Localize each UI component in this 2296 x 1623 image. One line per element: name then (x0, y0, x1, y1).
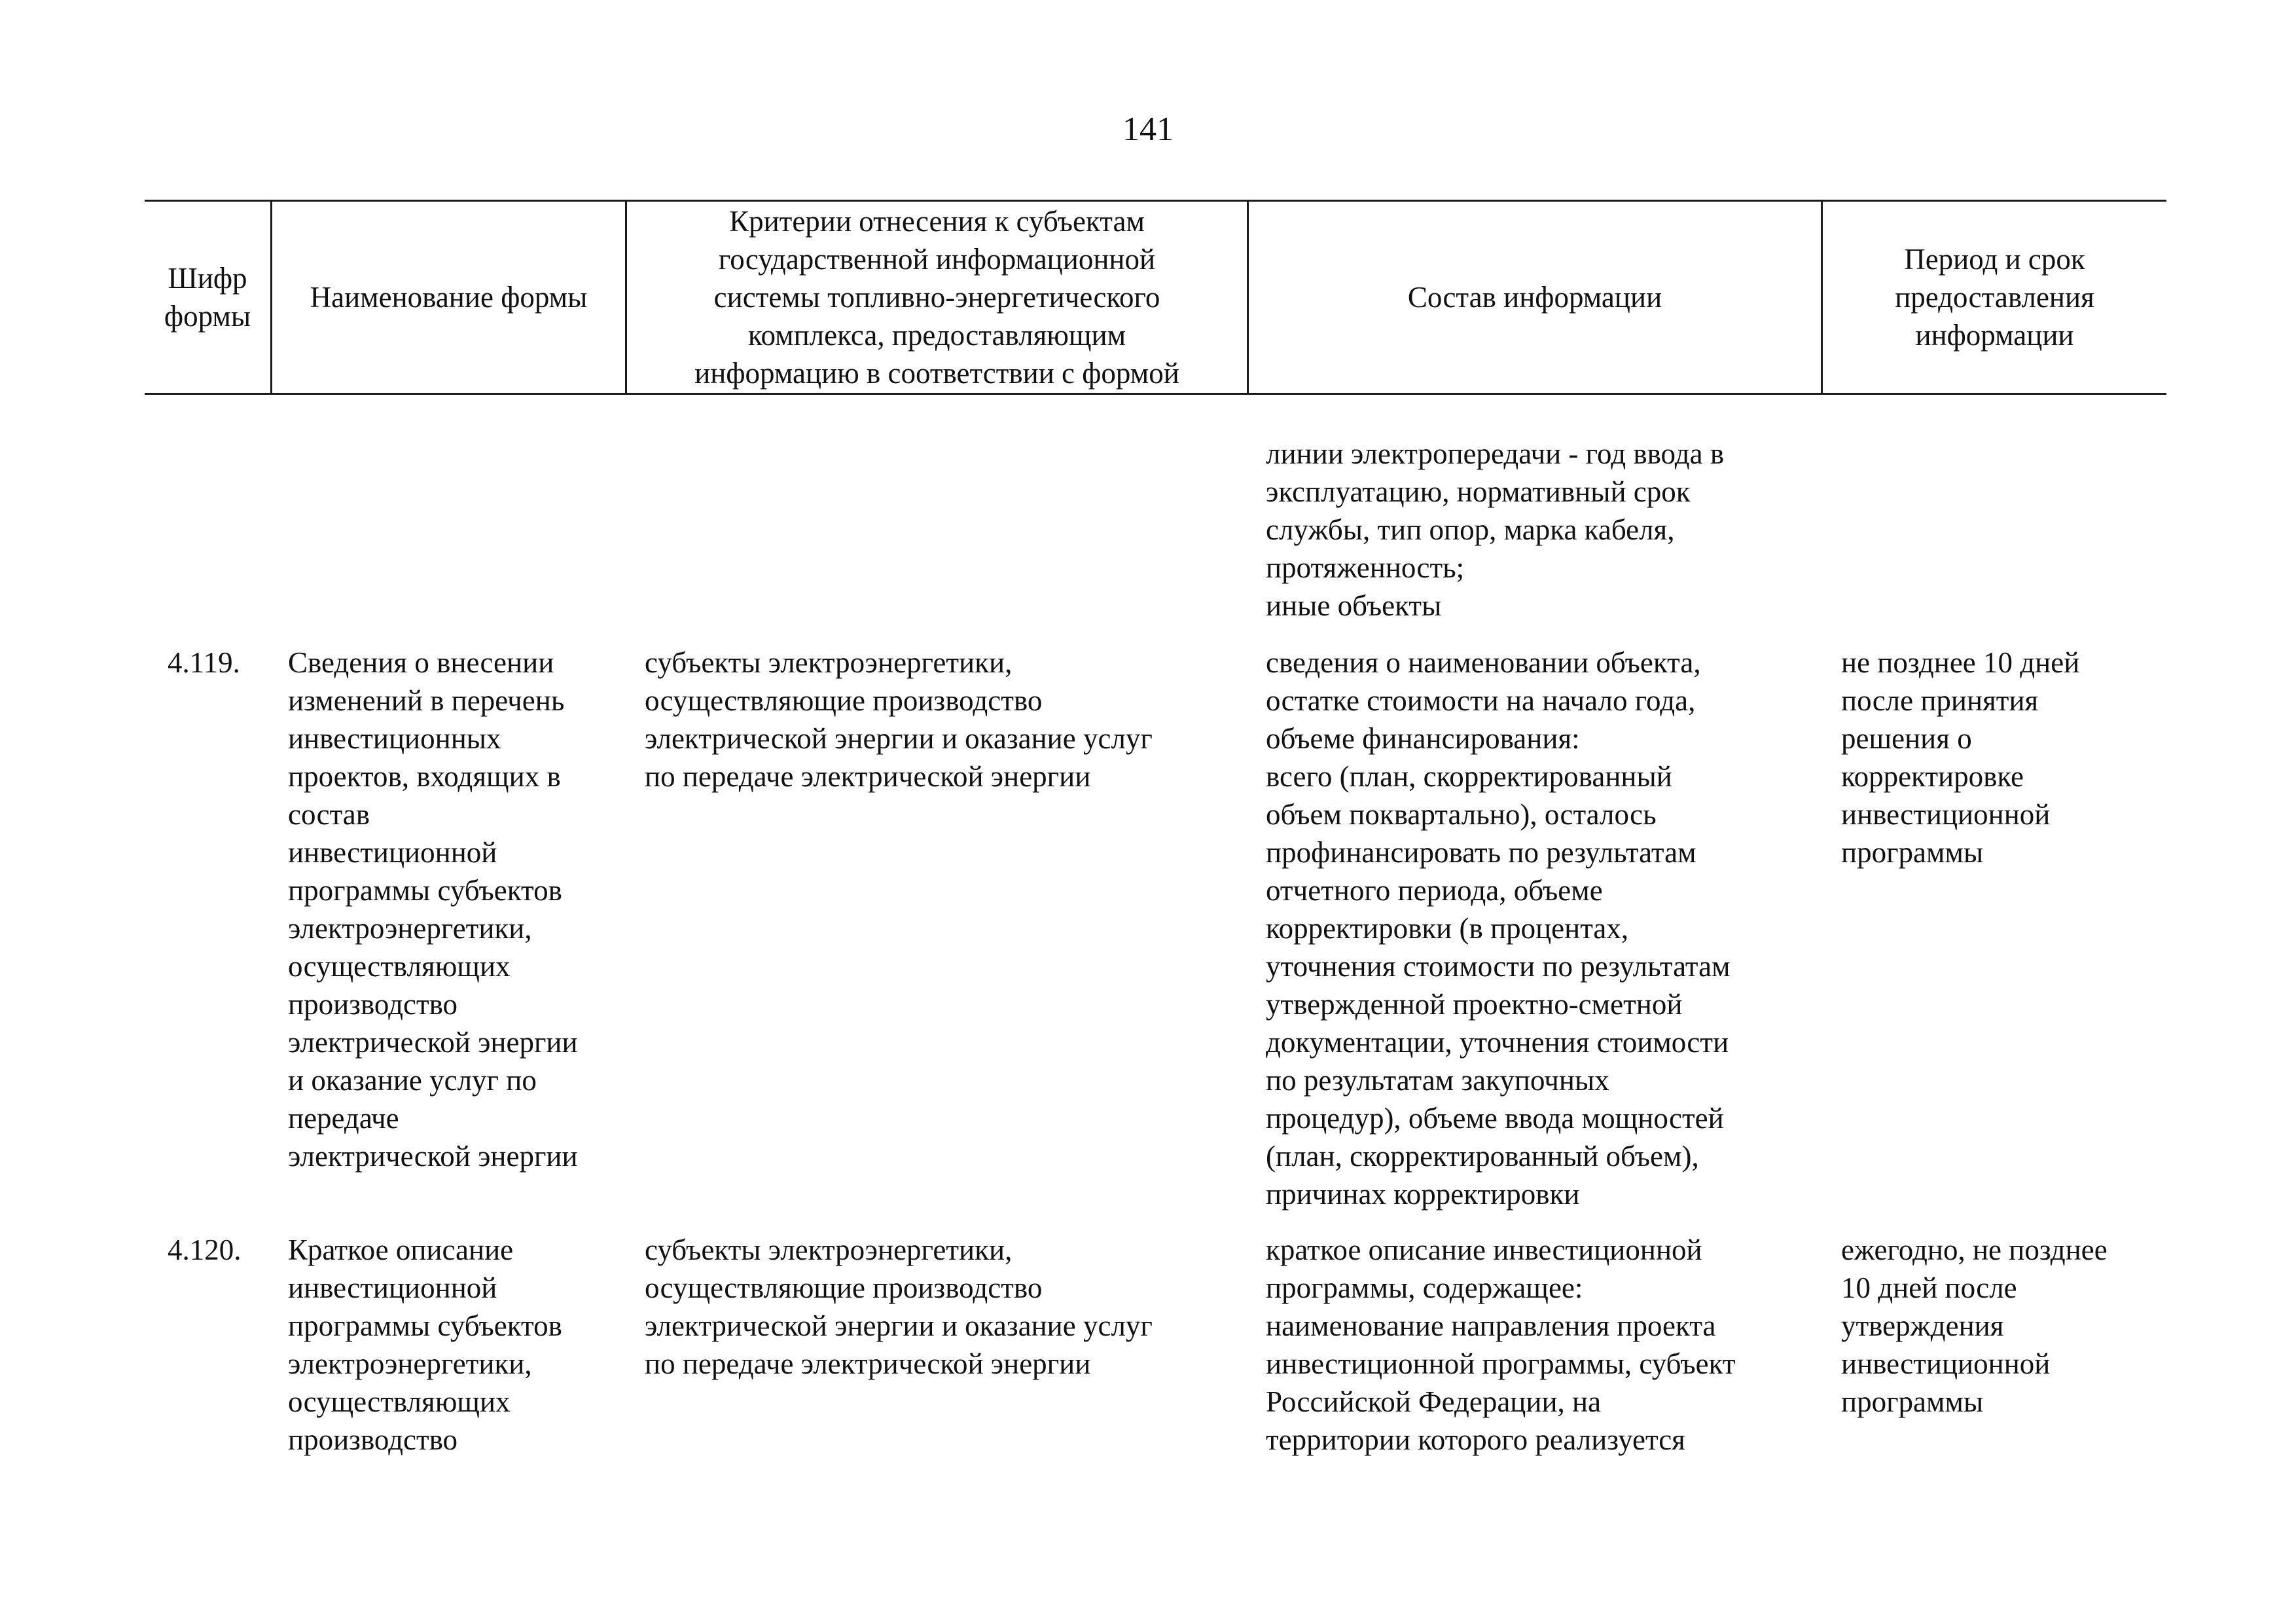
row-code: 4.120. (168, 1233, 242, 1266)
header-content (1249, 202, 1821, 393)
header-code-text: Шифр формы (164, 262, 251, 333)
header-content-text: Состав информации (1407, 281, 1662, 314)
header-code (145, 202, 270, 393)
header-name (272, 202, 625, 393)
header-criteria-text: Критерии отнесения к субъектам государственной информационной системы топливно-энергетического комплекса, предоставляющим информацию в соответствии с формой (694, 205, 1179, 390)
header-period-text: Период и срок предоставления информации (1895, 243, 2094, 352)
page-number: 141 (1122, 111, 1174, 148)
row-period: ежегодно, не позднее 10 дней после утверждения инвестиционной программы (1841, 1233, 2108, 1418)
row-criteria: субъекты электроэнергетики, осуществляющие производство электрической энергии и оказание услуг по передаче электрической энергии (645, 646, 1153, 793)
row-content: краткое описание инвестиционной программы, содержащее: наименование направления проекта инвестиционной программы, субъект Российской Федерации, на территории которого реализуется (1266, 1233, 1736, 1456)
row-criteria: субъекты электроэнергетики, осуществляющие производство электрической энергии и оказание услуг по передаче электрической энергии (645, 1233, 1153, 1380)
row-period: не позднее 10 дней после принятия решения о корректировке инвестиционной программы (1841, 646, 2080, 869)
continuation-content: линии электропередачи - год ввода в эксплуатацию, нормативный срок службы, тип опор, марка кабеля, протяженность; иные объекты (1266, 437, 1725, 622)
table-header-bottom-rule (145, 393, 2166, 395)
row-content: сведения о наименовании объекта, остатке стоимости на начало года, объеме финансирования: всего (план, скорректированный объем поквартально), осталось профинансировать по результатам отчетного периода, объеме корректировки (в процентах, уточнения стоимости по результатам утвержденной проектно-сметной документации, уточнения стоимости по результатам закупочных процедур), объеме ввода мощностей (план, скорректированный объем), причинах корректировки (1266, 646, 1731, 1211)
header-name-text: Наименование формы (310, 281, 588, 314)
header-period (1823, 202, 2166, 393)
row-name: Сведения о внесении изменений в перечень инвестиционных проектов, входящих в состав инвестиционной программы субъектов электроэнергетики, осуществляющих производство электрической энергии и оказание услуг по передаче электрической энергии (288, 646, 578, 1173)
row-code: 4.119. (168, 646, 240, 679)
header-criteria (627, 202, 1247, 393)
row-name: Краткое описание инвестиционной программы субъектов электроэнергетики, осуществляющих производство (288, 1233, 562, 1456)
